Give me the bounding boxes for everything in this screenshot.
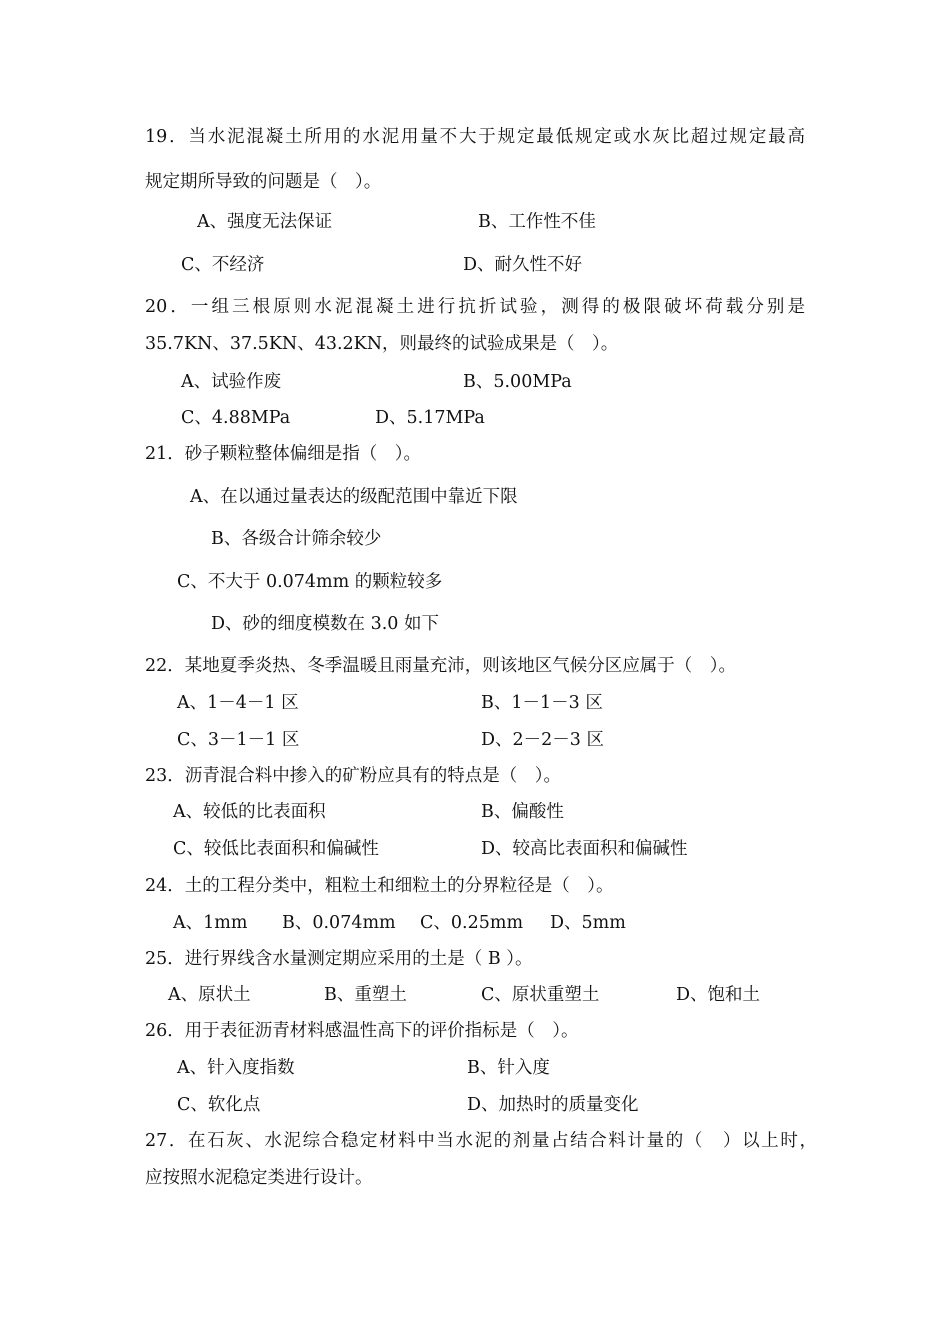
- q21-stem: 21．砂子颗粒整体偏细是指（ ）。: [145, 444, 422, 464]
- q23-option-c: C、较低比表面积和偏碱性: [173, 839, 379, 859]
- q24-stem: 24．土的工程分类中，粗粒土和细粒土的分界粒径是（ ）。: [145, 876, 614, 896]
- q19-option-c: C、不经济: [181, 255, 265, 275]
- q21-option-b: B、各级合计筛余较少: [211, 529, 382, 549]
- q21-option-c: C、不大于 0.074mm 的颗粒较多: [177, 572, 443, 592]
- q23-option-b: B、偏酸性: [481, 802, 564, 822]
- q20-option-d: D、5.17MPa: [375, 408, 485, 428]
- q25-option-b: B、重塑土: [324, 985, 407, 1005]
- q19-option-a: A、强度无法保证: [197, 212, 333, 232]
- q22-stem: 22．某地夏季炎热、冬季温暖且雨量充沛，则该地区气候分区应属于（ ）。: [145, 656, 737, 676]
- q26-option-c: C、软化点: [177, 1095, 261, 1115]
- q24-option-b: B、0.074mm: [282, 913, 396, 933]
- q22-option-b: B、1－1－3 区: [481, 693, 603, 713]
- q19-option-b: B、工作性不佳: [478, 212, 596, 232]
- q19-stem-line2: 规定期所导致的问题是（ ）。: [145, 172, 382, 192]
- q19-option-d: D、耐久性不好: [463, 255, 583, 275]
- q21-option-a: A、在以通过量表达的级配范围中靠近下限: [190, 487, 518, 507]
- q23-stem: 23．沥青混合料中掺入的矿粉应具有的特点是（ ）。: [145, 766, 562, 786]
- q23-option-d: D、较高比表面积和偏碱性: [481, 839, 688, 859]
- q23-option-a: A、较低的比表面积: [173, 802, 326, 822]
- q25-option-a: A、原状土: [168, 985, 251, 1005]
- q25-option-d: D、饱和土: [676, 985, 761, 1005]
- q27-stem-line2: 应按照水泥稳定类进行设计。: [145, 1168, 373, 1188]
- q20-option-c: C、4.88MPa: [181, 408, 291, 428]
- q24-option-d: D、5mm: [550, 913, 626, 933]
- q26-stem: 26．用于表征沥青材料感温性高下的评价指标是（ ）。: [145, 1021, 579, 1041]
- q26-option-b: B、针入度: [467, 1058, 550, 1078]
- q20-option-b: B、5.00MPa: [463, 372, 572, 392]
- q20-stem-line1: 20．一组三根原则水泥混凝土进行抗折试验，测得的极限破坏荷载分别是: [145, 297, 805, 317]
- q20-stem-line2: 35.7KN、37.5KN、43.2KN，则最终的试验成果是（ ）。: [145, 334, 619, 354]
- q22-option-c: C、3－1－1 区: [177, 730, 300, 750]
- q20-option-a: A、试验作废: [181, 372, 282, 392]
- q25-option-c: C、原状重塑土: [481, 985, 600, 1005]
- q27-stem-line1: 27．在石灰、水泥综合稳定材料中当水泥的剂量占结合料计量的（ ）以上时，: [145, 1131, 817, 1151]
- q22-option-d: D、2－2－3 区: [481, 730, 604, 750]
- q19-stem-line1: 19．当水泥混凝土所用的水泥用量不大于规定最低规定或水灰比超过规定最高: [145, 127, 805, 147]
- q22-option-a: A、1－4－1 区: [177, 693, 299, 713]
- q26-option-d: D、加热时的质量变化: [467, 1095, 639, 1115]
- q24-option-c: C、0.25mm: [420, 913, 524, 933]
- q26-option-a: A、针入度指数: [177, 1058, 295, 1078]
- q24-option-a: A、1mm: [173, 913, 248, 933]
- q25-stem: 25．进行界线含水量测定期应采用的土是（ B ）。: [145, 949, 533, 969]
- q21-option-d: D、砂的细度模数在 3.0 如下: [211, 614, 439, 634]
